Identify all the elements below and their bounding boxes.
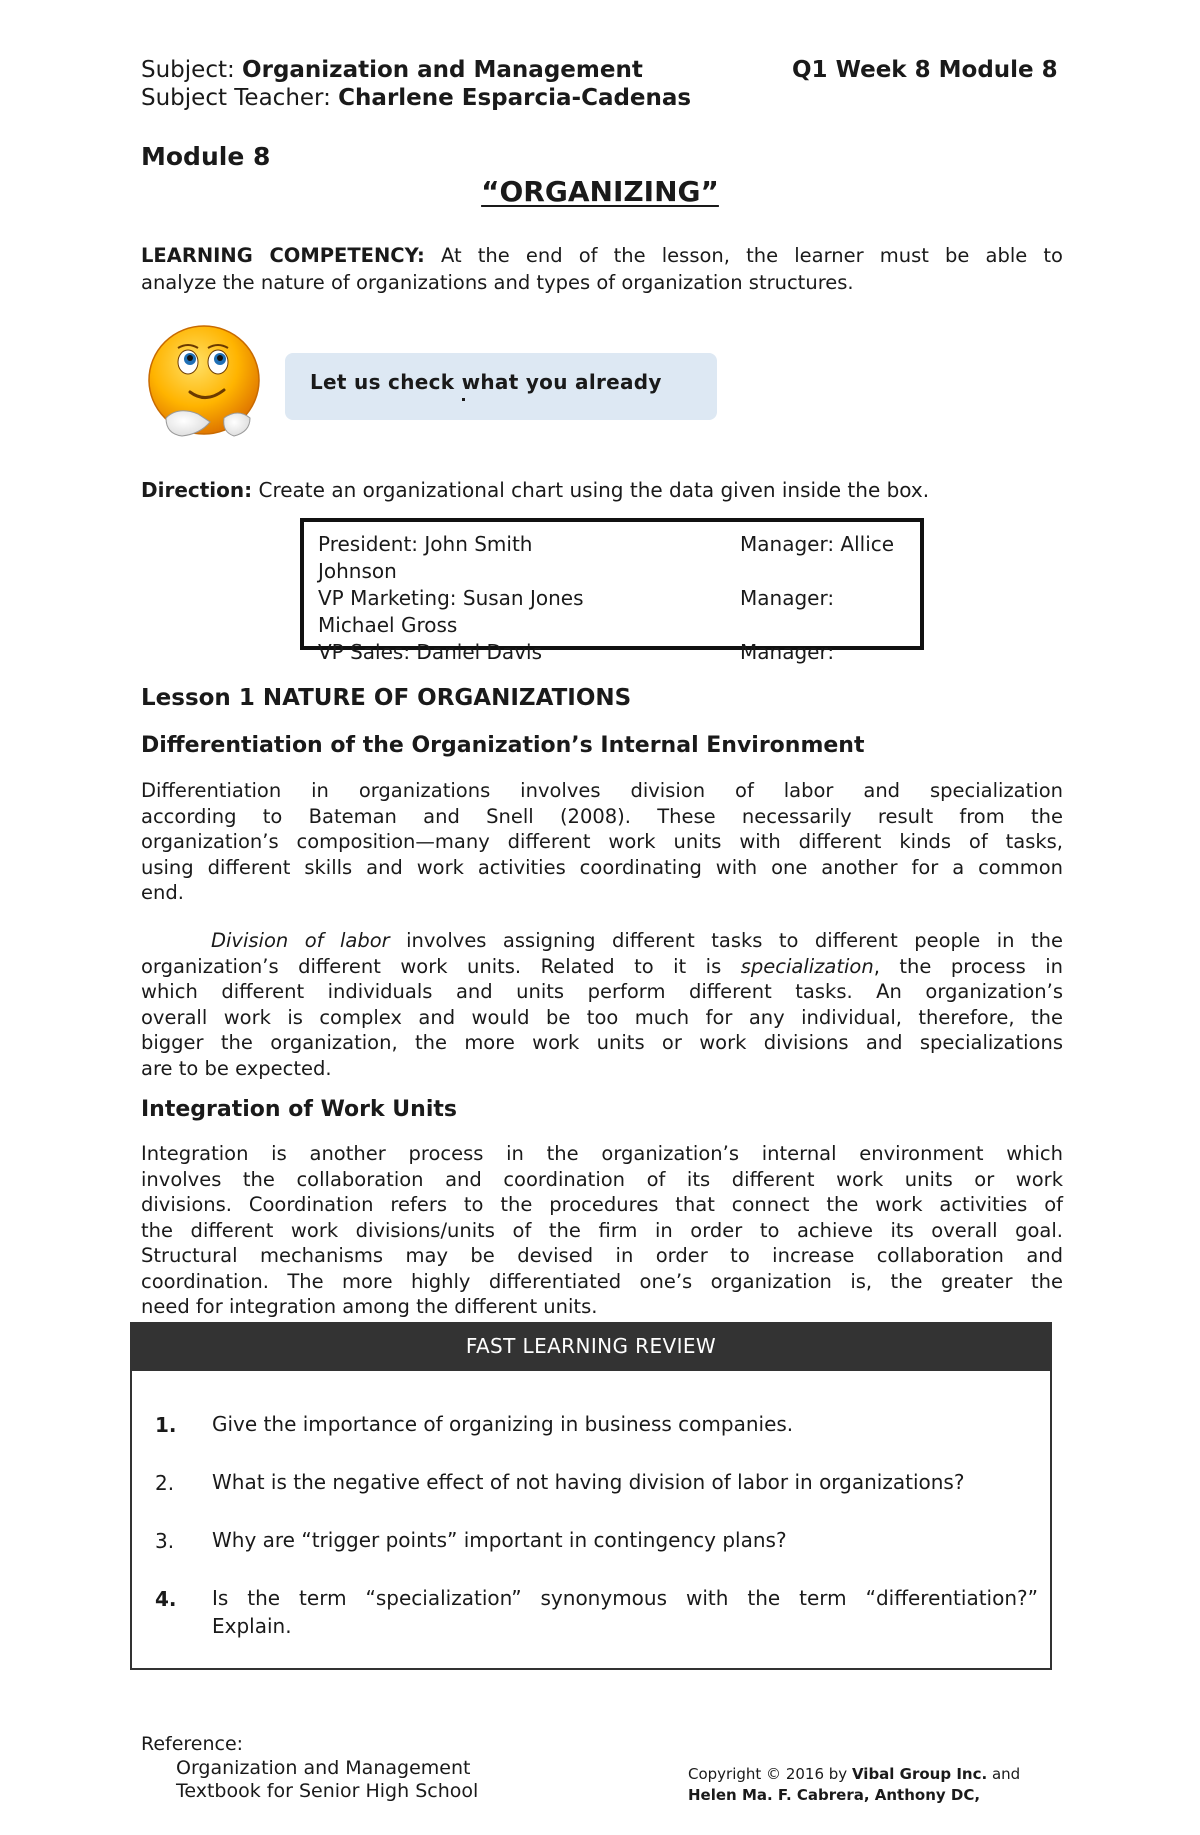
data-line: Michael Gross	[318, 613, 458, 637]
question-text: What is the negative effect of not having division of labor in organizations?	[212, 1470, 965, 1494]
para-line: which different individuals and units perform different tasks. An organization’s	[141, 980, 1063, 1003]
reference-line: Organization and Management	[176, 1757, 471, 1779]
competency-line1	[141, 243, 1063, 269]
data-line: Manager:	[740, 586, 835, 610]
subject-label: Subject:	[141, 57, 235, 83]
copyright-prefix: Copyright © 2016 by	[688, 1765, 852, 1783]
para-line: involves the collaboration and coordination of its different work units or work	[141, 1167, 1063, 1191]
data-line: Manager:	[740, 640, 835, 664]
data-line: President: John Smith	[318, 532, 533, 556]
para-line: according to Bateman and Snell (2008). These necessarily result from the	[141, 804, 1063, 828]
paragraph-division-of-labor	[141, 928, 1063, 1081]
question-number: 3.	[155, 1529, 175, 1553]
header-subject	[141, 56, 643, 84]
callout-text: Let us check what you already	[310, 370, 662, 394]
question-text: Give the importance of organizing in business companies.	[212, 1412, 794, 1436]
publisher: Vibal Group Inc.	[851, 1765, 988, 1783]
org-data-box	[300, 518, 924, 664]
para-line	[141, 954, 1063, 980]
para-text: involves assigning different tasks to different people in the	[389, 929, 1063, 952]
para-line	[141, 928, 1063, 954]
question-number: 2.	[155, 1471, 175, 1495]
teacher-label: Subject Teacher:	[141, 85, 331, 111]
para-line: organization’s composition—many different work units with different kinds of tasks,	[141, 830, 1063, 853]
para-line: are to be expected.	[141, 1056, 332, 1080]
direction-label: Direction:	[141, 478, 253, 502]
data-line: Johnson	[318, 559, 397, 583]
question-text: Why are “trigger points” important in contingency plans?	[212, 1528, 787, 1552]
review-title: FAST LEARNING REVIEW	[465, 1334, 717, 1358]
question-text-cont: Explain.	[212, 1614, 292, 1638]
para-text: organization’s different work units. Related to it is	[141, 954, 741, 978]
competency-label: LEARNING COMPETENCY:	[141, 244, 425, 267]
data-line: Manager: Allice	[740, 532, 895, 556]
module-title	[0, 175, 1200, 208]
para-line: coordination. The more highly differentiated one’s organization is, the greater the	[141, 1269, 1063, 1293]
data-line: VP Marketing: Susan Jones	[318, 586, 584, 610]
teacher-value: Charlene Esparcia-Cadenas	[338, 85, 692, 111]
question-number: 1.	[155, 1413, 177, 1437]
header-teacher	[141, 84, 691, 112]
question-text: Is the term “specialization” synonymous with the term “differentiation?”	[212, 1586, 1038, 1610]
competency-line2: analyze the nature of organizations and types of organization structures.	[141, 271, 854, 294]
subheading-integration: Integration of Work Units	[141, 1097, 457, 1122]
em-specialization: specialization	[740, 954, 874, 978]
copyright-line	[688, 1765, 1020, 1783]
reference-label: Reference:	[141, 1733, 244, 1755]
para-line: overall work is complex and would be too much for any individual, therefore, the	[141, 1005, 1063, 1029]
reference-line: Textbook for Senior High School	[176, 1780, 479, 1802]
question-number: 4.	[155, 1587, 177, 1611]
data-line: VP Sales: Daniel Davis	[318, 640, 543, 664]
thinking-smiley-icon	[138, 322, 268, 450]
para-line: Integration is another process in the organization’s internal environment which	[141, 1142, 1063, 1165]
direction-text: Create an organizational chart using the data given inside the box.	[258, 478, 930, 502]
module-number: Module 8	[141, 142, 271, 171]
para-line: Structural mechanisms may be devised in order to increase collaboration and	[141, 1244, 1063, 1267]
competency-text1: At the end of the lesson, the learner must be able to	[440, 244, 1063, 267]
para-line: end.	[141, 881, 184, 904]
week-label: Q1 Week 8 Module 8	[792, 57, 1058, 83]
module-title-text: “ORGANIZING”	[481, 175, 719, 208]
para-line: using different skills and work activities coordinating with one another for a common	[141, 855, 1063, 879]
authors-line: Helen Ma. F. Cabrera, Anthony DC,	[688, 1786, 981, 1804]
para-line: divisions. Coordination refers to the procedures that connect the work activities of	[141, 1193, 1063, 1216]
para-text: , the process in	[873, 954, 1063, 978]
subheading-differentiation: Differentiation of the Organization’s Internal Environment	[141, 733, 865, 758]
para-line: the different work divisions/units of the firm in order to achieve its overall goal.	[141, 1218, 1063, 1242]
callout-dot	[462, 398, 465, 401]
para-line: Differentiation in organizations involves division of labor and specialization	[141, 779, 1063, 802]
lesson-title: Lesson 1 NATURE OF ORGANIZATIONS	[141, 685, 632, 711]
copyright-and: and	[987, 1765, 1021, 1783]
subject-value: Organization and Management	[242, 57, 643, 83]
para-line: bigger the organization, the more work units or work divisions and specializations	[141, 1031, 1063, 1054]
paragraph-integration	[141, 1141, 1063, 1320]
direction-line	[141, 478, 929, 502]
para-line: need for integration among the different units.	[141, 1295, 598, 1318]
em-division-of-labor: Division of labor	[211, 929, 390, 952]
paragraph-differentiation	[141, 778, 1063, 906]
